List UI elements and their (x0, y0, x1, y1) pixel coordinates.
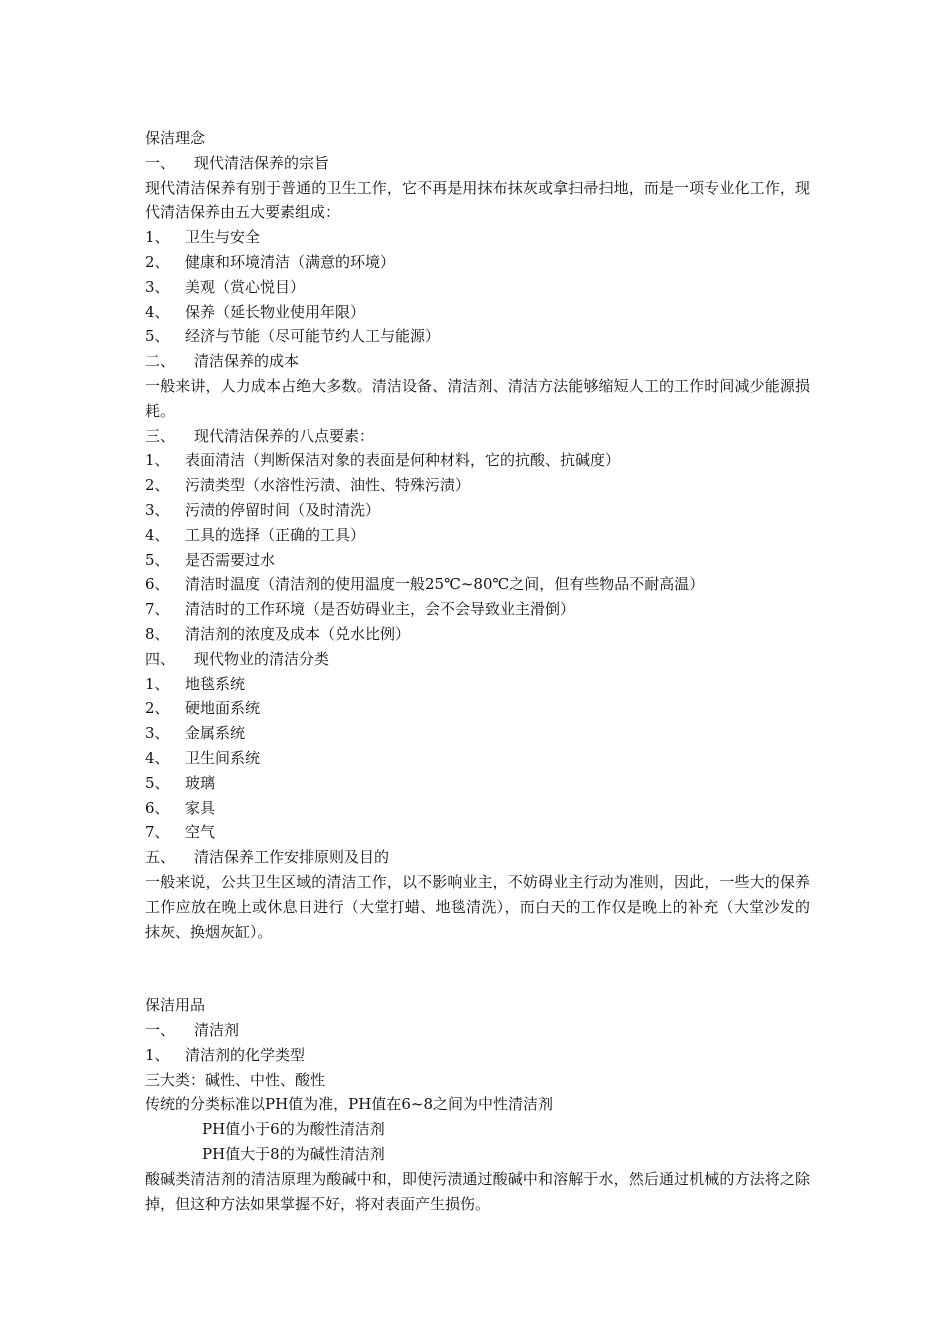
blank-space (145, 944, 810, 993)
text-line: 传统的分类标准以PH值为准，PH值在6~8之间为中性清洁剂 (145, 1095, 554, 1114)
item-text: 硬地面系统 (185, 699, 261, 718)
item-text: 清洁时温度（清洁剂的使用温度一般25℃~80℃之间，但有些物品不耐高温） (185, 575, 705, 594)
list-item (145, 597, 810, 622)
item-number: 6、 (145, 798, 170, 817)
item-number: 1、 (145, 674, 170, 693)
item-text: 是否需要过水 (185, 550, 276, 569)
item-text: 污渍类型（水溶性污渍、油性、特殊污渍） (185, 476, 471, 495)
paragraph: 现代清洁保养有别于普通的卫生工作，它不再是用抹布抹灰或拿扫帚扫地，而是一项专业化工作，现代清洁保养由五大要素组成： (145, 178, 810, 222)
item-text: 健康和环境清洁（满意的环境） (185, 252, 396, 271)
section-number: 一、 (145, 1021, 176, 1040)
list-item (145, 498, 810, 523)
item-text: 清洁剂的化学类型 (185, 1045, 306, 1064)
document-page (145, 126, 810, 1216)
item-text: 地毯系统 (185, 674, 246, 693)
item-text: 表面清洁（判断保洁对象的表面是何种材料，它的抗酸、抗碱度） (185, 451, 621, 470)
list-item (145, 820, 810, 845)
item-number: 2、 (145, 476, 170, 495)
item-number: 4、 (145, 525, 170, 544)
item-number: 1、 (145, 451, 170, 470)
list-item (145, 622, 810, 647)
section-title: 现代清洁保养的宗旨 (194, 153, 330, 172)
section-heading (145, 349, 810, 374)
list-item (145, 771, 810, 796)
section-title: 清洁剂 (194, 1021, 240, 1040)
subsection-heading (145, 1043, 810, 1068)
item-number: 8、 (145, 624, 170, 643)
list-item (145, 448, 810, 473)
item-text: 清洁剂的浓度及成本（兑水比例） (185, 624, 411, 643)
part1-title: 保洁理念 (145, 129, 206, 147)
item-text: 清洁时的工作环境（是否妨碍业主，会不会导致业主滑倒） (185, 600, 576, 619)
list-item (145, 548, 810, 573)
list-item (145, 672, 810, 697)
section-title: 现代物业的清洁分类 (194, 649, 330, 668)
indented-line: PH值小于6的为酸性清洁剂 (202, 1120, 385, 1139)
item-number: 7、 (145, 823, 170, 842)
item-number: 3、 (145, 277, 170, 296)
section-title: 清洁保养工作安排原则及目的 (194, 848, 390, 867)
section-number: 五、 (145, 848, 176, 867)
item-number: 4、 (145, 748, 170, 767)
item-text: 卫生间系统 (185, 748, 261, 767)
list-item (145, 696, 810, 721)
item-number: 7、 (145, 600, 170, 619)
item-number: 6、 (145, 575, 170, 594)
list-item (145, 324, 810, 349)
item-text: 工具的选择（正确的工具） (185, 525, 366, 544)
section-number: 三、 (145, 426, 176, 445)
list-item (145, 746, 810, 771)
list-item (145, 250, 810, 275)
section-heading (145, 1018, 810, 1043)
list-item (145, 572, 810, 597)
part2-title: 保洁用品 (145, 996, 206, 1015)
item-number: 3、 (145, 500, 170, 519)
item-number: 1、 (145, 1045, 170, 1064)
item-text: 玻璃 (185, 773, 216, 792)
section-heading (145, 647, 810, 672)
item-number: 5、 (145, 550, 170, 569)
list-item (145, 275, 810, 300)
list-item (145, 523, 810, 548)
item-number: 1、 (145, 228, 170, 247)
section-heading (145, 424, 810, 449)
section-number: 四、 (145, 649, 176, 668)
list-item (145, 721, 810, 746)
item-number: 2、 (145, 252, 170, 271)
list-item (145, 300, 810, 325)
section-title: 现代清洁保养的八点要素： (194, 426, 375, 445)
section-title: 清洁保养的成本 (194, 352, 300, 371)
item-text: 家具 (185, 798, 216, 817)
item-text: 金属系统 (185, 724, 246, 743)
section-number: 一、 (145, 153, 176, 172)
item-text: 保养（延长物业使用年限） (185, 302, 366, 321)
paragraph: 酸碱类清洁剂的清洁原理为酸碱中和，即使污渍通过酸碱中和溶解于水，然后通过机械的方法将之除掉，但这种方法如果掌握不好，将对表面产生损伤。 (145, 1169, 810, 1213)
list-item (145, 225, 810, 250)
section-heading (145, 151, 810, 176)
section-heading (145, 845, 810, 870)
paragraph: 一般来讲，人力成本占绝大多数。清洁设备、清洁剂、清洁方法能够缩短人工的工作时间减少能源损耗。 (145, 376, 810, 420)
list-item (145, 473, 810, 498)
item-number: 5、 (145, 773, 170, 792)
item-number: 2、 (145, 699, 170, 718)
item-text: 空气 (185, 823, 216, 842)
paragraph: 一般来说，公共卫生区域的清洁工作，以不影响业主，不妨碍业主行动为准则，因此，一些大的保养工作应放在晚上或休息日进行（大堂打蜡、地毯清洗），而白天的工作仅是晚上的补充（大堂沙发的抹灰、换烟灰缸）。 (145, 872, 810, 941)
item-number: 5、 (145, 327, 170, 346)
item-text: 经济与节能（尽可能节约人工与能源） (185, 327, 441, 346)
text-line: 三大类：碱性、中性、酸性 (145, 1070, 326, 1089)
item-text: 污渍的停留时间（及时清洗） (185, 500, 381, 519)
item-number: 4、 (145, 302, 170, 321)
item-number: 3、 (145, 724, 170, 743)
indented-line: PH值大于8的为碱性清洁剂 (202, 1145, 385, 1164)
item-text: 美观（赏心悦目） (185, 277, 306, 296)
list-item (145, 796, 810, 821)
section-number: 二、 (145, 352, 176, 371)
item-text: 卫生与安全 (185, 228, 261, 247)
